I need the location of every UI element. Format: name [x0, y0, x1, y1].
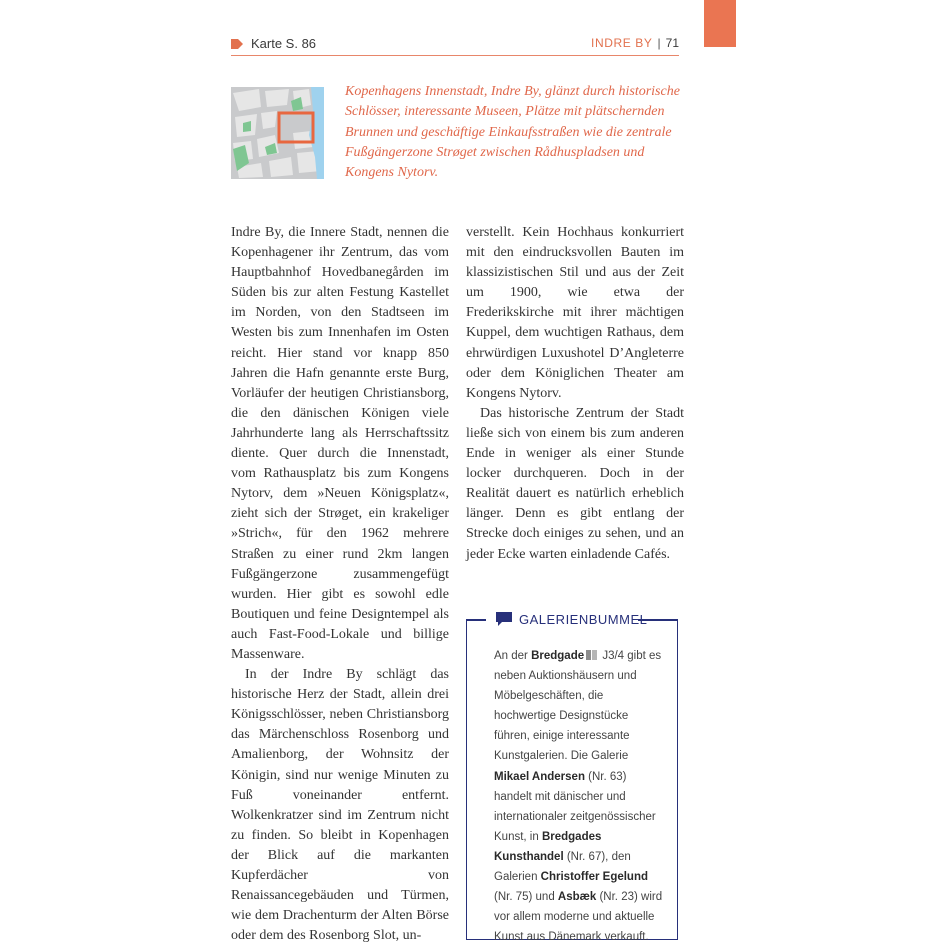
tip-bold-street: Bredgade	[531, 650, 585, 662]
tip-text: J3/4 gibt es neben Auktionshäusern und Möbelgeschäften, die hochwertige Designstücke führen, einige interessante Kunstgalerien. Die Galerie	[494, 650, 662, 763]
arrow-right-icon	[231, 39, 243, 49]
tip-title: GALERIENBUMMEL	[519, 611, 648, 627]
body-paragraph: In der Indre By schlägt das historische Herz der Stadt, allein drei Königsschlösser, neben Christiansborg das Märchenschloss Rosenborg und Amalienborg, der Wohnsitz der Königin, sind nur wenige Minuten zu Fuß voneinander entfernt. Wolkenkratzer sind im Zentrum nicht zu finden. So bleibt in Kopenhagen der Blick auf die markanten Kupferdächer von Renaissancegebäuden und Türmen, wie dem Drachenturm der Alten Börse oder dem des Rosenborg Slot, un-	[231, 667, 449, 944]
header-separator: |	[657, 36, 661, 50]
tip-text: An der	[494, 650, 532, 662]
intro-text: Kopenhagens Innenstadt, Indre By, glänzt durch historische Schlösser, interessante Museen, Plätze mit plätschernden Brunnen und geschäftige Einkaufsstraßen wie die zentrale Fußgängerzone Strøget zwischen Rådhuspladsen und Kongens Nytorv.	[345, 84, 680, 181]
tip-bold-gallery: Mikael Andersen	[494, 770, 585, 783]
tip-bold-gallery: Christoffer Egelund	[540, 871, 649, 884]
body-column-right	[466, 223, 684, 565]
tip-text: (Nr. 75) und	[494, 891, 558, 904]
tip-bold-gallery: Asbæk	[557, 891, 597, 904]
tip-text: (Nr. 23) wird vor allem moderne und aktuelle Kunst aus Dänemark verkauft.	[494, 891, 663, 944]
tip-bold-gallery: Bredgades Kunsthandel	[494, 830, 602, 863]
book-icon	[586, 650, 597, 660]
page-header	[231, 33, 679, 56]
tip-text: (Nr. 67), den Galerien	[494, 850, 631, 884]
tip-border-segment	[466, 619, 486, 621]
tip-text: (Nr. 63) handelt mit dänischer und internationaler zeitgenössischer Kunst, in	[494, 770, 656, 843]
page-number: 71	[665, 36, 679, 50]
map-thumbnail	[231, 87, 324, 179]
body-paragraph: verstellt. Kein Hochhaus konkurriert mit den eindrucksvollen Bauten im klassizistischen Stil und aus der Zeit um 1900, wie etwa der Frederikskirche mit ihrer mächtigen Kuppel, dem wuchtigen Rathaus, dem ehrwürdigen Luxushotel D’Angleterre oder dem Königlichen Theater am Kongens Nytorv.	[466, 225, 684, 401]
speech-bubble-icon	[495, 611, 513, 627]
tip-heading	[495, 611, 647, 627]
map-reference-label: Karte S. 86	[251, 36, 317, 51]
body-paragraph: Indre By, die Innere Stadt, nennen die Kopenhagener ihr Zentrum, das vom Hauptbahnhof Hovedbanegården im Süden bis zur alten Festung Kastellet im Norden, von den Stadtseen im Westen bis zum Innenhafen im Osten reicht. Hier stand vor knapp 850 Jahren die Hafn genannte erste Burg, Vorläufer der heutigen Christiansborg, die den dänischen Königen viele Jahrhunderte lang als Herrschaftssitz diente. Quer durch die Innenstadt, vom Rathausplatz bis zum Kongens Nytorv, dem »Neuen Königsplatz«, zieht sich der Strøget, ein krakeliger »Strich«, für den 1962 mehrere Straßen zu einer rund 2km langen Fußgängerzone zusammengefügt wurden. Hier gibt es sowohl edle Boutiquen und feine Designtempel als auch Fast-Food-Lokale und billige Massenware.	[231, 225, 449, 662]
running-head	[591, 36, 679, 50]
map-reference	[231, 36, 316, 51]
corner-tab	[704, 0, 736, 47]
body-paragraph: Das historische Zentrum der Stadt ließe sich von einem bis zum anderen Ende in weniger als einer Stunde locker durchqueren. Doch in der Realität dauert es natürlich erheblich länger. Denn es gibt entlang der Strecke doch einiges zu sehen, und an jeder Ecke warten einladende Cafés.	[466, 405, 684, 562]
body-column-left	[231, 223, 449, 946]
section-name: INDRE BY	[591, 36, 653, 50]
tip-body	[494, 646, 664, 947]
